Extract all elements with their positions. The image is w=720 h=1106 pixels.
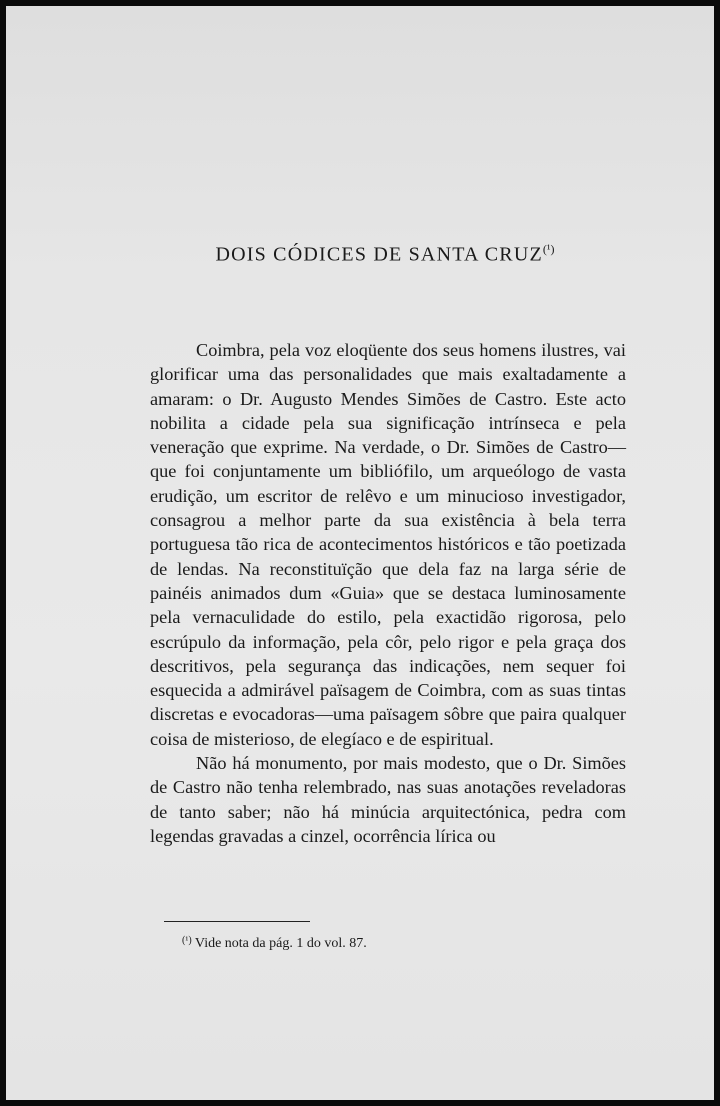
footnote-text: Vide nota da pág. 1 do vol. 87. [194,936,367,951]
footnote-divider [164,921,310,922]
book-page [6,6,714,1100]
chapter-title [6,242,714,267]
paragraph-1: Coimbra, pela voz eloqüente dos seus homens ilustres, vai glorificar uma das personalidades que mais exaltadamente a amaram: o Dr. Augusto Mendes Simões de Castro. Este acto nobilita a cidade pela sua significação intrínseca e pela veneração que exprime. Na verdade, o Dr. Simões de Castro—que foi conjuntamente um bibliófilo, um arqueólogo de vasta erudição, um escritor de relêvo e um minucioso investigador, consagrou a melhor parte da sua existência à bela terra portuguesa tão rica de acontecimentos históricos e tão poetizada de lendas. Na reconstituïção que dela faz na larga série de painéis animados dum «Guia» que se destaca luminosamente pela vernaculidade do estilo, pela exactidão rigorosa, pelo escrúpulo da informação, pela côr, pelo rigor e pela graça dos descritivos, pela segurança das indicações, nem sequer foi esquecida a admirável païsagem de Coimbra, com as suas tintas discretas e evocadoras—uma païsagem sôbre que paira qualquer coisa de misterioso, de elegíaco e de espiritual. [150,340,626,749]
body-text [150,338,626,848]
footnote-reference: (¹) [542,242,555,256]
footnote-mark: (¹) [182,935,192,946]
footnote [182,932,367,953]
paragraph-2: Não há monumento, por mais modesto, que o Dr. Simões de Castro não tenha relembrado, nas suas anotações reveladoras de tanto saber; não há minúcia arquitectónica, pedra com legendas gravadas a cinzel, ocorrência lírica ou [150,753,626,846]
chapter-title-text: DOIS CÓDICES DE SANTA CRUZ [215,243,543,266]
